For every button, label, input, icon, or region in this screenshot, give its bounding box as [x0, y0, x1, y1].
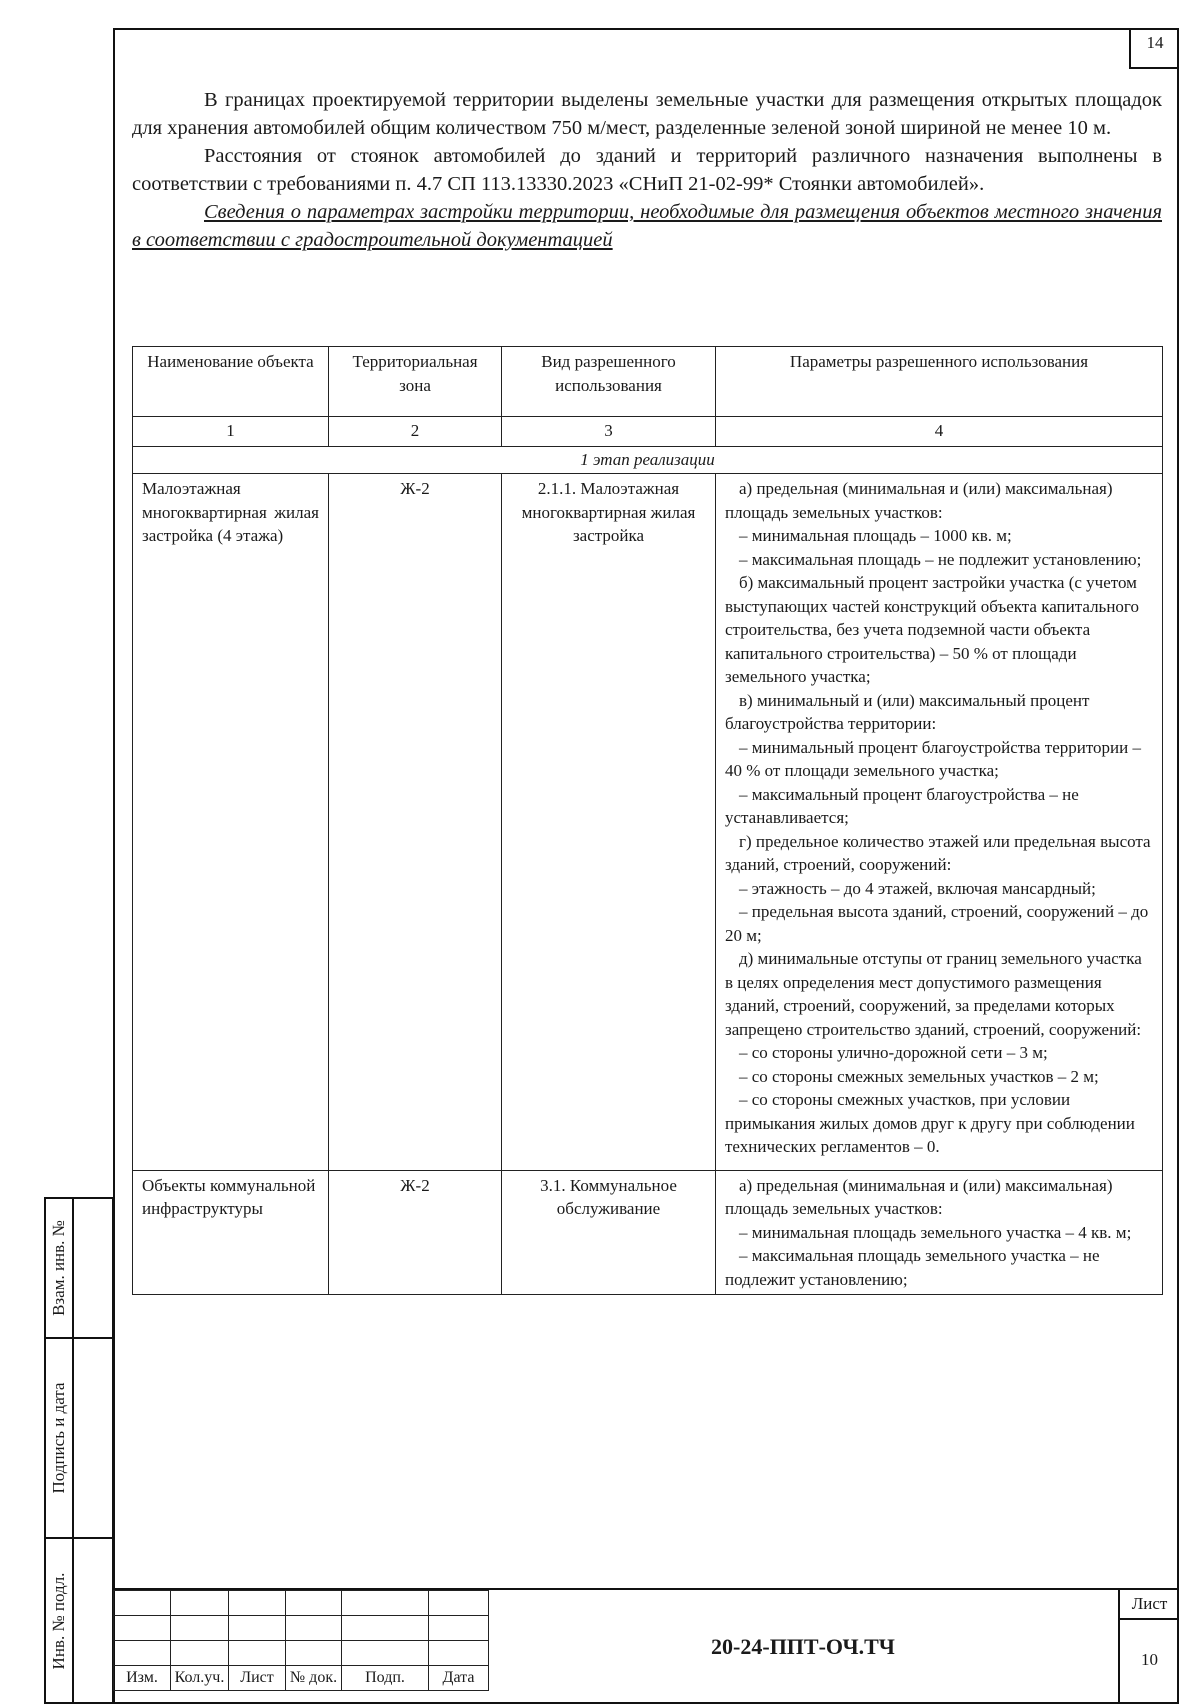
- param-line: г) предельное количество этажей или предельная высота зданий, строений, сооружений:: [725, 831, 1151, 874]
- param-line: – минимальный процент благоустройства территории – 40 % от площади земельного участка;: [725, 737, 1141, 780]
- header-cell: Наименование объекта: [133, 347, 329, 417]
- stamp-col: Изм.: [114, 1666, 171, 1691]
- stage-label: 1 этап реализации: [133, 447, 1163, 474]
- title-block-header: [114, 1666, 489, 1691]
- sheet-label: Лист: [1120, 1590, 1179, 1620]
- table-row: [133, 1170, 1163, 1295]
- sheet-box: [1118, 1590, 1179, 1704]
- body-text: [132, 86, 1162, 254]
- header-cell: Параметры разрешенного использования: [716, 347, 1163, 417]
- object-name: Объекты коммунальной инфраструктуры: [133, 1170, 329, 1295]
- params-cell: [716, 474, 1163, 1171]
- column-number: 3: [502, 417, 716, 447]
- side-field-replace-inv: [44, 1197, 114, 1339]
- side-label: Взам. инв. №: [49, 1220, 68, 1316]
- stamp-col: Подп.: [342, 1666, 429, 1691]
- stamp-col: Кол.уч.: [171, 1666, 229, 1691]
- paragraph-2: Расстояния от стоянок автомобилей до зданий и территорий различного назначения выполнены в соответствии с требованиями п. 4.7 СП 113.13330.2023 «СНиП 21-02-99* Стоянки автомобилей».: [132, 145, 1162, 195]
- parameters-table: [132, 346, 1163, 1295]
- column-number: 1: [133, 417, 329, 447]
- document-code: 20-24-ППТ-ОЧ.ТЧ: [711, 1634, 895, 1659]
- param-line: – максимальный процент благоустройства – не устанавливается;: [725, 784, 1079, 827]
- param-line: – со стороны смежных земельных участков – 2 м;: [739, 1066, 1099, 1086]
- param-line: – этажность – до 4 этажей, включая мансардный;: [739, 878, 1096, 898]
- use-type: 3.1. Коммунальное обслуживание: [502, 1170, 716, 1295]
- object-name: Малоэтажная многоквартирная жилая застройка (4 этажа): [133, 474, 329, 1171]
- page-number: 14: [1129, 28, 1179, 69]
- column-number-row: [133, 417, 1163, 447]
- param-line: – со стороны смежных участков, при условии примыкания жилых домов друг к другу при соблюдении технических регламентов – 0.: [725, 1090, 1135, 1156]
- param-line: – со стороны улично-дорожной сети – 3 м;: [739, 1043, 1048, 1062]
- title-block-grid: [113, 1590, 489, 1691]
- table-header-row: [133, 347, 1163, 417]
- param-line: б) максимальный процент застройки участка (с учетом выступающих частей конструкций объекта капитального строительства, без учета подземной части объекта капитального строительства) – 50 % от площади земельного участка;: [725, 573, 1139, 686]
- paragraph-1: В границах проектируемой территории выделены земельные участки для размещения открытых площадок для хранения автомобилей общим количеством 750 м/мест, разделенные зеленой зоной шириной не менее 10 м.: [132, 89, 1162, 139]
- header-cell: Вид разрешенного использования: [502, 347, 716, 417]
- param-line: – минимальная площадь земельного участка – 4 кв. м;: [739, 1222, 1132, 1242]
- param-line: д) минимальные отступы от границ земельного участка в целях определения мест допустимого размещения зданий, строений, сооружений, за пределами которых запрещено строительство зданий, строений, сооружений:: [725, 949, 1142, 1039]
- table-row: [133, 474, 1163, 1171]
- param-line: – предельная высота зданий, строений, сооружений – до 20 м;: [725, 902, 1149, 945]
- param-line: – минимальная площадь – 1000 кв. м;: [739, 526, 1012, 545]
- column-number: 2: [329, 417, 502, 447]
- stamp-col: № док.: [286, 1666, 342, 1691]
- param-line: – максимальная площадь – не подлежит установлению;: [739, 549, 1142, 569]
- sheet-number: 10: [1141, 1650, 1158, 1669]
- side-label: Инв. № подл.: [49, 1572, 68, 1669]
- subheading: Сведения о параметрах застройки территории, необходимые для размещения объектов местного значения в соответствии с градостроительной документацией: [132, 201, 1162, 251]
- param-line: а) предельная (минимальная и (или) максимальная) площадь земельных участков:: [725, 1175, 1113, 1218]
- params-cell: [716, 1170, 1163, 1295]
- stamp-col: Лист: [229, 1666, 286, 1691]
- param-line: а) предельная (минимальная и (или) максимальная) площадь земельных участков:: [725, 479, 1113, 522]
- stage-row: [133, 447, 1163, 474]
- use-type: 2.1.1. Малоэтажная многоквартирная жилая застройка: [502, 474, 716, 1171]
- param-line: в) минимальный и (или) максимальный процент благоустройства территории:: [725, 690, 1090, 733]
- zone: Ж-2: [329, 1170, 502, 1295]
- header-cell: Территориальная зона: [329, 347, 502, 417]
- param-line: – максимальная площадь земельного участка – не подлежит установлению;: [725, 1246, 1100, 1289]
- zone: Ж-2: [329, 474, 502, 1171]
- column-number: 4: [716, 417, 1163, 447]
- side-field-signature-date: [44, 1337, 114, 1539]
- side-field-original-inv: [44, 1537, 114, 1704]
- side-label: Подпись и дата: [49, 1382, 68, 1494]
- stamp-col: Дата: [429, 1666, 489, 1691]
